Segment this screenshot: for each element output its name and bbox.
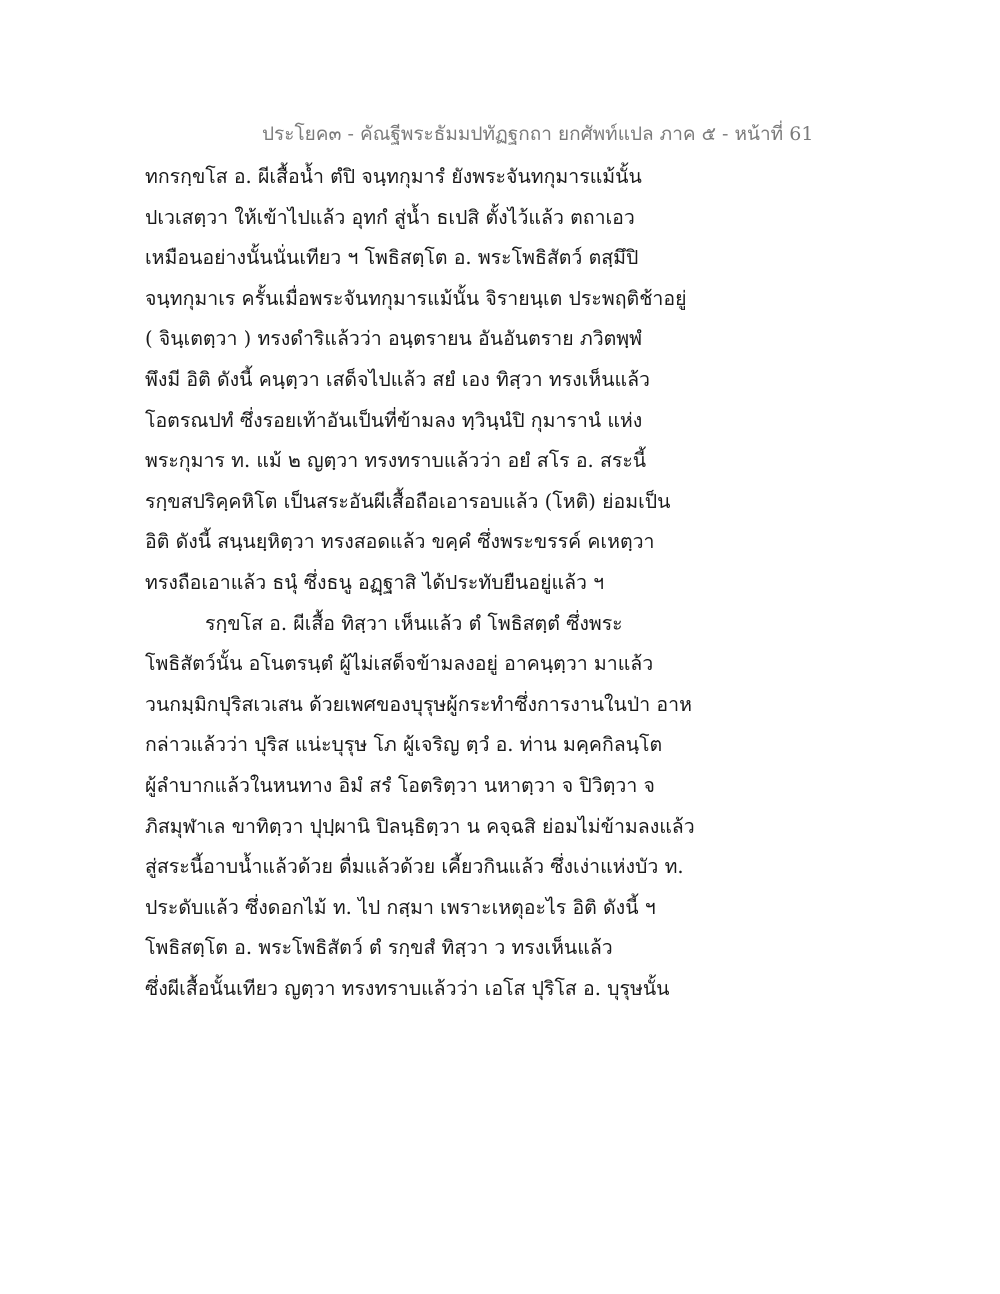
- text-line: โอตรณปทํ ซึ่งรอยเท้าอันเป็นที่ข้ามลง ทฺวินฺนํปิ กุมารานํ แห่ง: [145, 408, 643, 432]
- paragraph-first-line: รกฺขโส อ. ผีเสื้อ ทิสฺวา เห็นแล้ว ตํ โพธิสตฺตํ ซึ่งพระ: [205, 611, 623, 635]
- text-line: พึงมี อิติ ดังนี้ คนฺตฺวา เสด็จไปแล้ว สยํ เอง ทิสฺวา ทรงเห็นแล้ว: [145, 367, 651, 391]
- text-line: รกฺขสปริคฺคหิโต เป็นสระอันผีเสื้อถือเอารอบแล้ว (โหติ) ย่อมเป็น: [145, 489, 671, 513]
- text-line: ทรงถือเอาแล้ว ธนุํ ซึ่งธนู อฏฺฐาสิ ได้ประทับยืนอยู่แล้ว ฯ: [145, 570, 605, 594]
- text-line: กล่าวแล้วว่า ปุริส แน่ะบุรุษ โภ ผู้เจริญ ตฺวํ อ. ท่าน มคฺคกิลนฺโต: [145, 733, 663, 757]
- text-line: วนกมฺมิกปุริสเวเสน ด้วยเพศของบุรุษผู้กระทำซึ่งการงานในป่า อาห: [145, 692, 692, 716]
- text-line: ภิสมุฬาเล ขาทิตฺวา ปุปฺผานิ ปิลนฺธิตฺวา น คจฺฉสิ ย่อมไม่ข้ามลงแล้ว: [145, 814, 695, 838]
- text-line: พระกุมาร ท. แม้ ๒ ญตฺวา ทรงทราบแล้วว่า อยํ สโร อ. สระนี้: [145, 449, 647, 473]
- text-line: อิติ ดังนี้ สนฺนยฺหิตฺวา ทรงสอดแล้ว ขคฺคํ ซึ่งพระขรรค์ คเหตฺวา: [145, 530, 655, 554]
- text-line: โพธิสตฺโต อ. พระโพธิสัตว์ ตํ รกฺขสํ ทิสฺวา ว ทรงเห็นแล้ว: [145, 936, 613, 960]
- text-line: ปเวเสตฺวา ให้เข้าไปแล้ว อุทกํ สู่น้ำ ธเปสิ ตั้งไว้แล้ว ตถาเอว: [145, 205, 635, 229]
- text-line: สู่สระนี้อาบน้ำแล้วด้วย ดื่มแล้วด้วย เคี้ยวกินแล้ว ซึ่งเง่าแห่งบัว ท.: [145, 855, 684, 879]
- body-text: [145, 157, 705, 1009]
- text-line: ซึ่งผีเสื้อนั้นเทียว ญตฺวา ทรงทราบแล้วว่า เอโส ปุริโส อ. บุรุษนั้น: [145, 976, 670, 1000]
- running-header: ประโยค๓ - คัณฐีพระธัมมปทัฏฐกถา ยกศัพท์แปล ภาค ๕ - หน้าที่ 61: [262, 123, 814, 145]
- text-line: ( จินฺเตตฺวา ) ทรงดำริแล้วว่า อนฺตรายน อันอันตราย ภวิตพฺพํ: [145, 327, 643, 351]
- text-line: จนฺทกุมาเร ครั้นเมื่อพระจันทกุมารแม้นั้น จิรายนฺเต ประพฤติช้าอยู่: [145, 286, 687, 310]
- text-line: ประดับแล้ว ซึ่งดอกไม้ ท. ไป กสฺมา เพราะเหตุอะไร อิติ ดังนี้ ฯ: [145, 895, 656, 919]
- text-line: โพธิสัตว์นั้น อโนตรนฺตํ ผู้ไม่เสด็จข้ามลงอยู่ อาคนฺตฺวา มาแล้ว: [145, 652, 654, 676]
- text-line: ผู้ลำบากแล้วในหนทาง อิมํ สรํ โอตริตฺวา นหาตฺวา จ ปิวิตฺวา จ: [145, 773, 655, 797]
- text-line: เหมือนอย่างนั้นนั่นเทียว ฯ โพธิสตฺโต อ. พระโพธิสัตว์ ตสฺมึปิ: [145, 246, 639, 270]
- text-line: ทกรกฺขโส อ. ผีเสื้อน้ำ ตํปิ จนฺทกุมารํ ยังพระจันทกุมารแม้นั้น: [145, 165, 642, 188]
